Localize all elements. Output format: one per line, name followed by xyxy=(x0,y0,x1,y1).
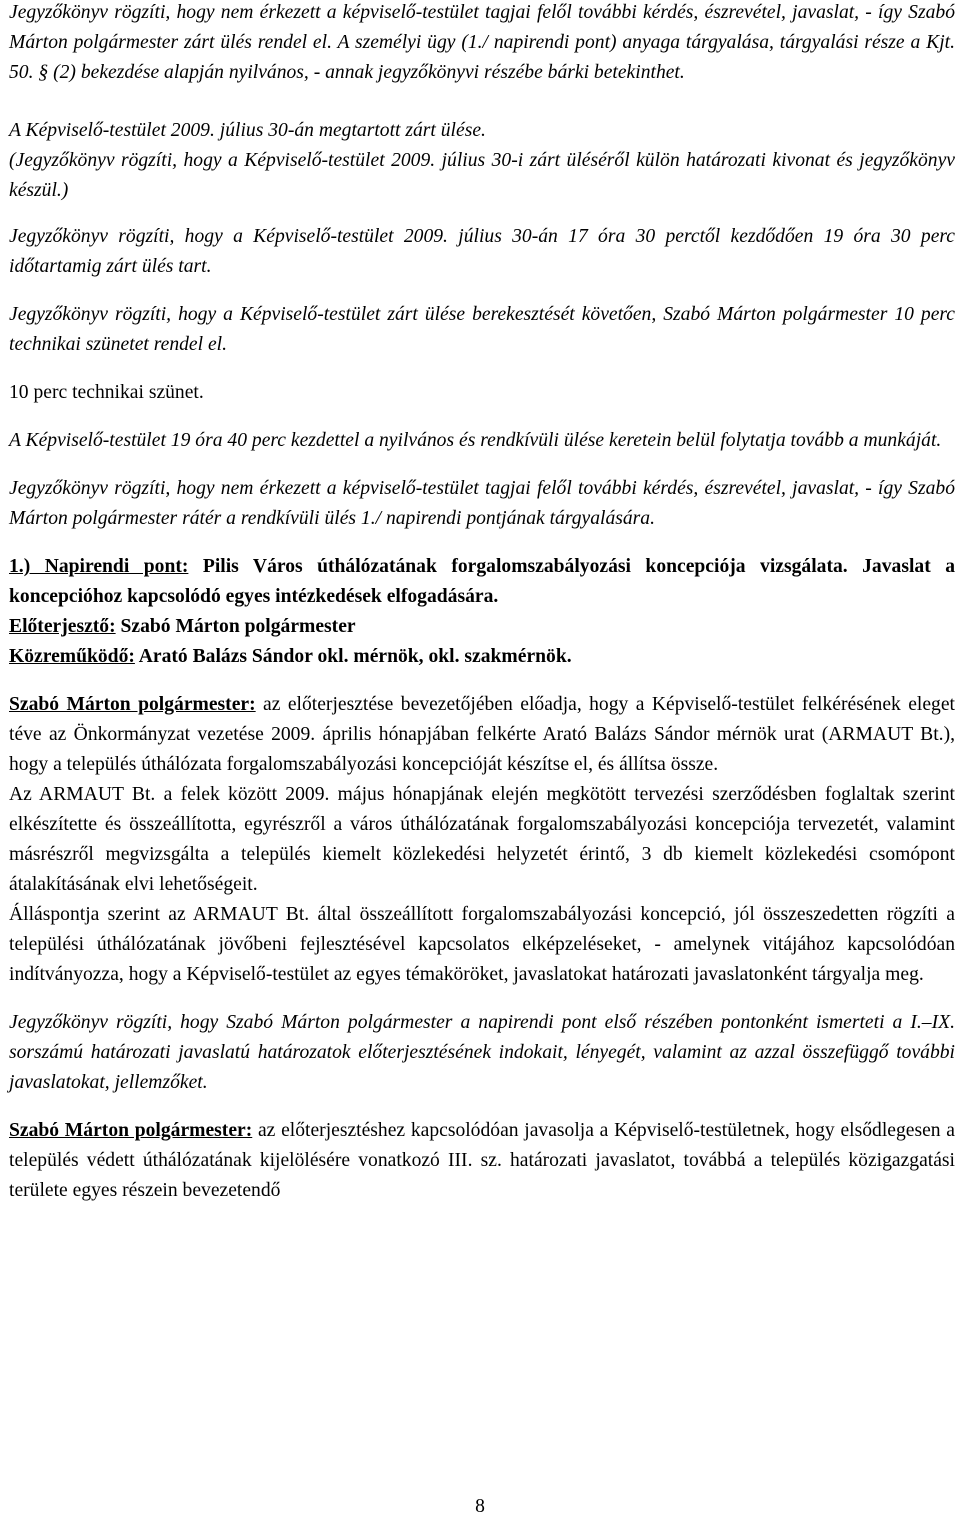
paragraph-break-announcement: Jegyzőkönyv rögzíti, hogy a Képviselő-testület zárt ülése berekesztését követően, Szabó Márton polgármester 10 perc technikai szünetet rendel el. xyxy=(9,304,955,355)
agenda-label: 1.) Napirendi pont: xyxy=(9,556,189,577)
contributor-value: Arató Balázs Sándor okl. mérnök, okl. szakmérnök. xyxy=(134,646,572,667)
paragraph-closed-session-intro: Jegyzőkönyv rögzíti, hogy nem érkezett a képviselő-testület tagjai felől további kérdés, észrevétel, javaslat, - így Szabó Márton polgármester zárt ülés rendel el. A személyi ügy (1./ napirendi pont) anyaga tárgyalása, tárgyalási része a Kjt. 50. § (2) bekezdése alapján nyilvános, - annak jegyzőkönyvi részébe bárki betekinthet. xyxy=(9,2,955,83)
speech-mayor-1 xyxy=(9,690,955,990)
agenda-contributor xyxy=(9,642,955,672)
paragraph-closed-session-title: A Képviselő-testület 2009. július 30-án megtartott zárt ülése. xyxy=(9,120,486,141)
paragraph-agenda-start: Jegyzőkönyv rögzíti, hogy nem érkezett a képviselő-testület tagjai felől további kérdés, észrevétel, javaslat, - így Szabó Márton polgármester rátér a rendkívüli ülés 1./ napirendi pontjának tárgyalására. xyxy=(9,478,955,529)
presenter-label: Előterjesztő: xyxy=(9,616,116,637)
paragraph-closed-session-duration: Jegyzőkönyv rögzíti, hogy a Képviselő-testület 2009. július 30-án 17 óra 30 perctől kezdődően 19 óra 30 perc időtartamig zárt ülés tart. xyxy=(9,226,955,277)
agenda-topic: Pilis Város úthálózatának forgalomszabályozási koncepciója vizsgálata. Javaslat a koncepcióhoz kapcsolódó egyes intézkedések elfogadására. xyxy=(9,556,955,607)
speech-mayor-1-armaut: Az ARMAUT Bt. a felek között 2009. május hónapjának elején megkötött tervezési szerződésben foglaltak szerint elkészítette és összeállította, egyrészről a város úthálózatának forgalomszabályozási koncepciója tervezetét, valamint másrészről megvizsgálta a település kiemelt közlekedési helyzetét érintő, 3 db kiemelt közlekedési csomópont átalakításának elvi lehetőségeit. xyxy=(9,784,955,895)
agenda-title xyxy=(9,552,955,612)
speech-mayor-1-opinion: Álláspontja szerint az ARMAUT Bt. által összeállított forgalomszabályozási koncepció, jól összeszedetten rögzíti a települési úthálózatának jövőbeni fejlesztésével kapcsolatos elképzeléseket, - amelynek vitájához kapcsolódóan indítványozza, hogy a Képviselő-testület az egyes témaköröket, javaslatokat határozati javaslatonként tárgyalja meg. xyxy=(9,904,955,985)
paragraph-closed-session-note: (Jegyzőkönyv rögzíti, hogy a Képviselő-testület 2009. július 30-i zárt üléséről külön határozati kivonat és jegyzőkönyv készül.) xyxy=(9,150,955,201)
speech-mayor-2 xyxy=(9,1116,955,1206)
paragraph-session-resume: A Képviselő-testület 19 óra 40 perc kezdettel a nyilvános és rendkívüli ülése keretein belül folytatja tovább a munkáját. xyxy=(9,430,942,451)
contributor-label: Közreműködő: xyxy=(9,646,135,667)
paragraph-agenda-presentation: Jegyzőkönyv rögzíti, hogy Szabó Márton polgármester a napirendi pont első részében pontonként ismerteti a I.–IX. sorszámú határozati javaslatú határozatok előterjesztésének indokait, lényegét, valamint az azzal összefüggő további javaslatokat, jellemzőket. xyxy=(9,1012,955,1093)
agenda-item xyxy=(9,552,955,672)
presenter-value: Szabó Márton polgármester xyxy=(115,616,356,637)
speech-text: az előterjesztése bevezetőjében előadja, hogy a Képviselő-testület felkérésének eleget téve az Önkormányzat vezetése 2009. április hónapjában felkérte Arató Balázs Sándor mérnök urat (ARMAUT Bt.), hogy a település úthálózata forgalomszabályozási koncepcióját készítse el, és állítsa össze. xyxy=(9,694,955,775)
speech-text: az előterjesztéshez kapcsolódóan javasolja a Képviselő-testületnek, hogy elsődlegesen a település védett úthálózatának kijelölésére vonatkozó III. sz. határozati javaslatot, továbbá a település közigazgatási területe egyes részein bevezetendő xyxy=(9,1120,955,1201)
speaker-name: Szabó Márton polgármester: xyxy=(9,1120,253,1141)
agenda-presenter xyxy=(9,612,955,642)
paragraph-break: 10 perc technikai szünet. xyxy=(9,382,204,403)
speech-mayor-1-intro xyxy=(9,690,955,780)
speaker-name: Szabó Márton polgármester: xyxy=(9,694,256,715)
document-page xyxy=(9,0,955,1530)
page-number: 8 xyxy=(475,1496,485,1517)
